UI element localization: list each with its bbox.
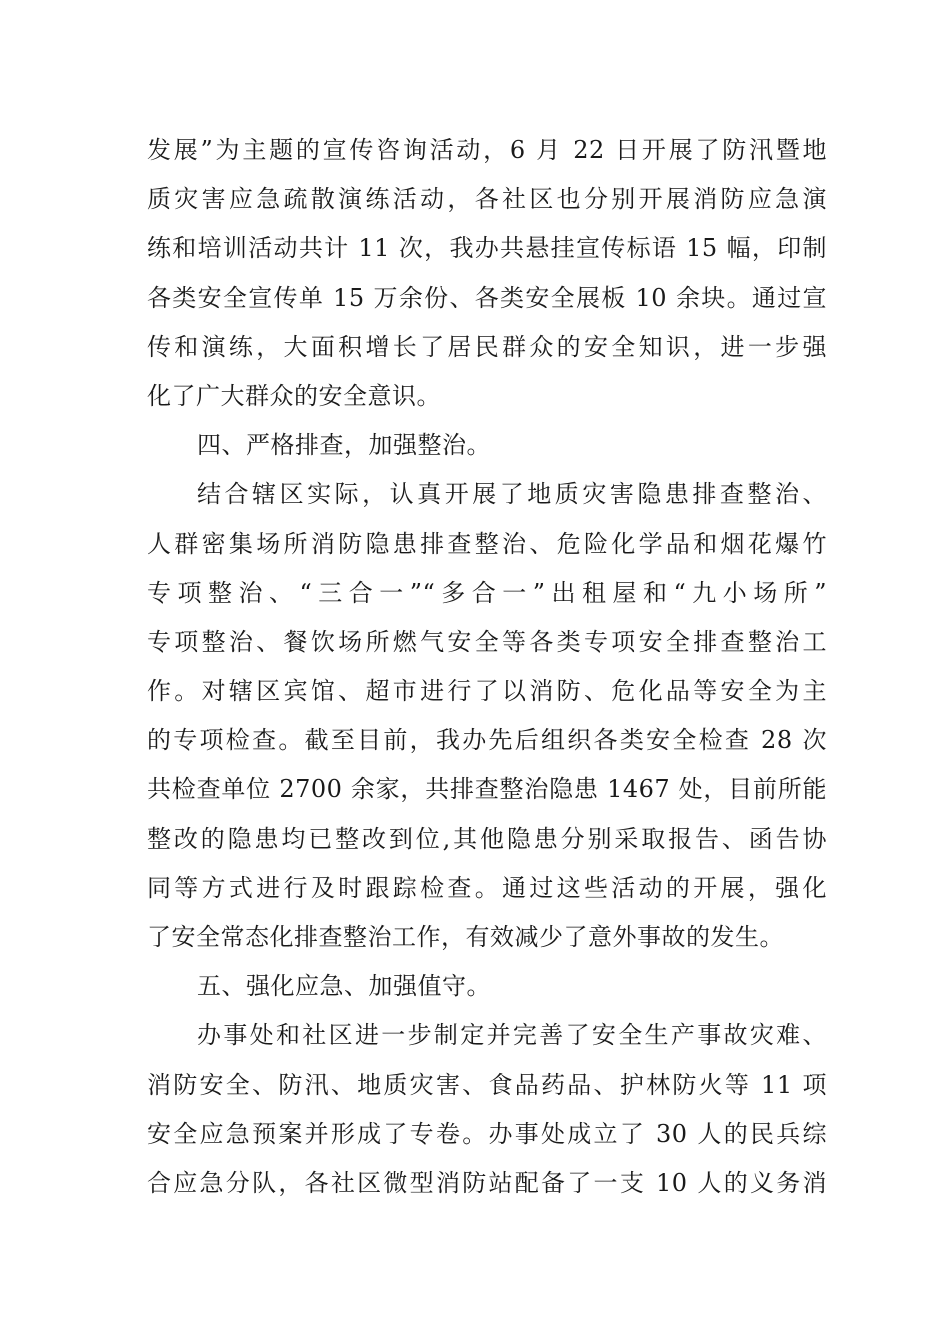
paragraph-line: 的专项检查。截至目前，我办先后组织各类安全检查 28 次 bbox=[147, 726, 827, 755]
paragraph-line: 了安全常态化排查整治工作，有效减少了意外事故的发生。 bbox=[147, 923, 784, 951]
paragraph-line: 专项整治、“三合一”“多合一”出租屋和“九小场所” bbox=[147, 578, 827, 607]
paragraph-line: 人群密集场所消防隐患排查整治、危险化学品和烟花爆竹 bbox=[147, 529, 827, 558]
paragraph-line: 练和培训活动共计 11 次，我办共悬挂宣传标语 15 幅，印制 bbox=[147, 234, 827, 263]
paragraph-line: 安全应急预案并形成了专卷。办事处成立了 30 人的民兵综 bbox=[147, 1119, 827, 1148]
paragraph-line: 整改的隐患均已整改到位,其他隐患分别采取报告、函告协 bbox=[147, 824, 827, 853]
paragraph-line: 发展”为主题的宣传咨询活动，6 月 22 日开展了防汛暨地 bbox=[147, 136, 827, 164]
paragraph-line: 结合辖区实际，认真开展了地质灾害隐患排查整治、 bbox=[197, 480, 827, 509]
paragraph-line: 同等方式进行及时跟踪检查。通过这些活动的开展，强化 bbox=[147, 873, 827, 902]
section-heading: 四、严格排查，加强整治。 bbox=[197, 431, 491, 460]
section-heading: 五、强化应急、加强值守。 bbox=[197, 972, 491, 1001]
paragraph-line: 化了广大群众的安全意识。 bbox=[147, 381, 441, 410]
paragraph-line: 消防安全、防汛、地质灾害、食品药品、护林防火等 11 项 bbox=[147, 1070, 827, 1099]
paragraph-line: 作。对辖区宾馆、超市进行了以消防、危化品等安全为主 bbox=[147, 677, 827, 706]
paragraph-line: 办事处和社区进一步制定并完善了安全生产事故灾难、 bbox=[197, 1021, 827, 1050]
paragraph-line: 传和演练，大面积增长了居民群众的安全知识，进一步强 bbox=[147, 332, 827, 361]
paragraph-line: 专项整治、餐饮场所燃气安全等各类专项安全排查整治工 bbox=[147, 627, 827, 656]
document-body bbox=[147, 126, 827, 1208]
paragraph-line: 质灾害应急疏散演练活动，各社区也分别开展消防应急演 bbox=[147, 185, 827, 214]
paragraph-line: 各类安全宣传单 15 万余份、各类安全展板 10 余块。通过宣 bbox=[147, 283, 827, 312]
paragraph-line: 共检查单位 2700 余家，共排查整治隐患 1467 处，目前所能 bbox=[147, 775, 827, 804]
paragraph-line: 合应急分队，各社区微型消防站配备了一支 10 人的义务消 bbox=[147, 1168, 827, 1197]
